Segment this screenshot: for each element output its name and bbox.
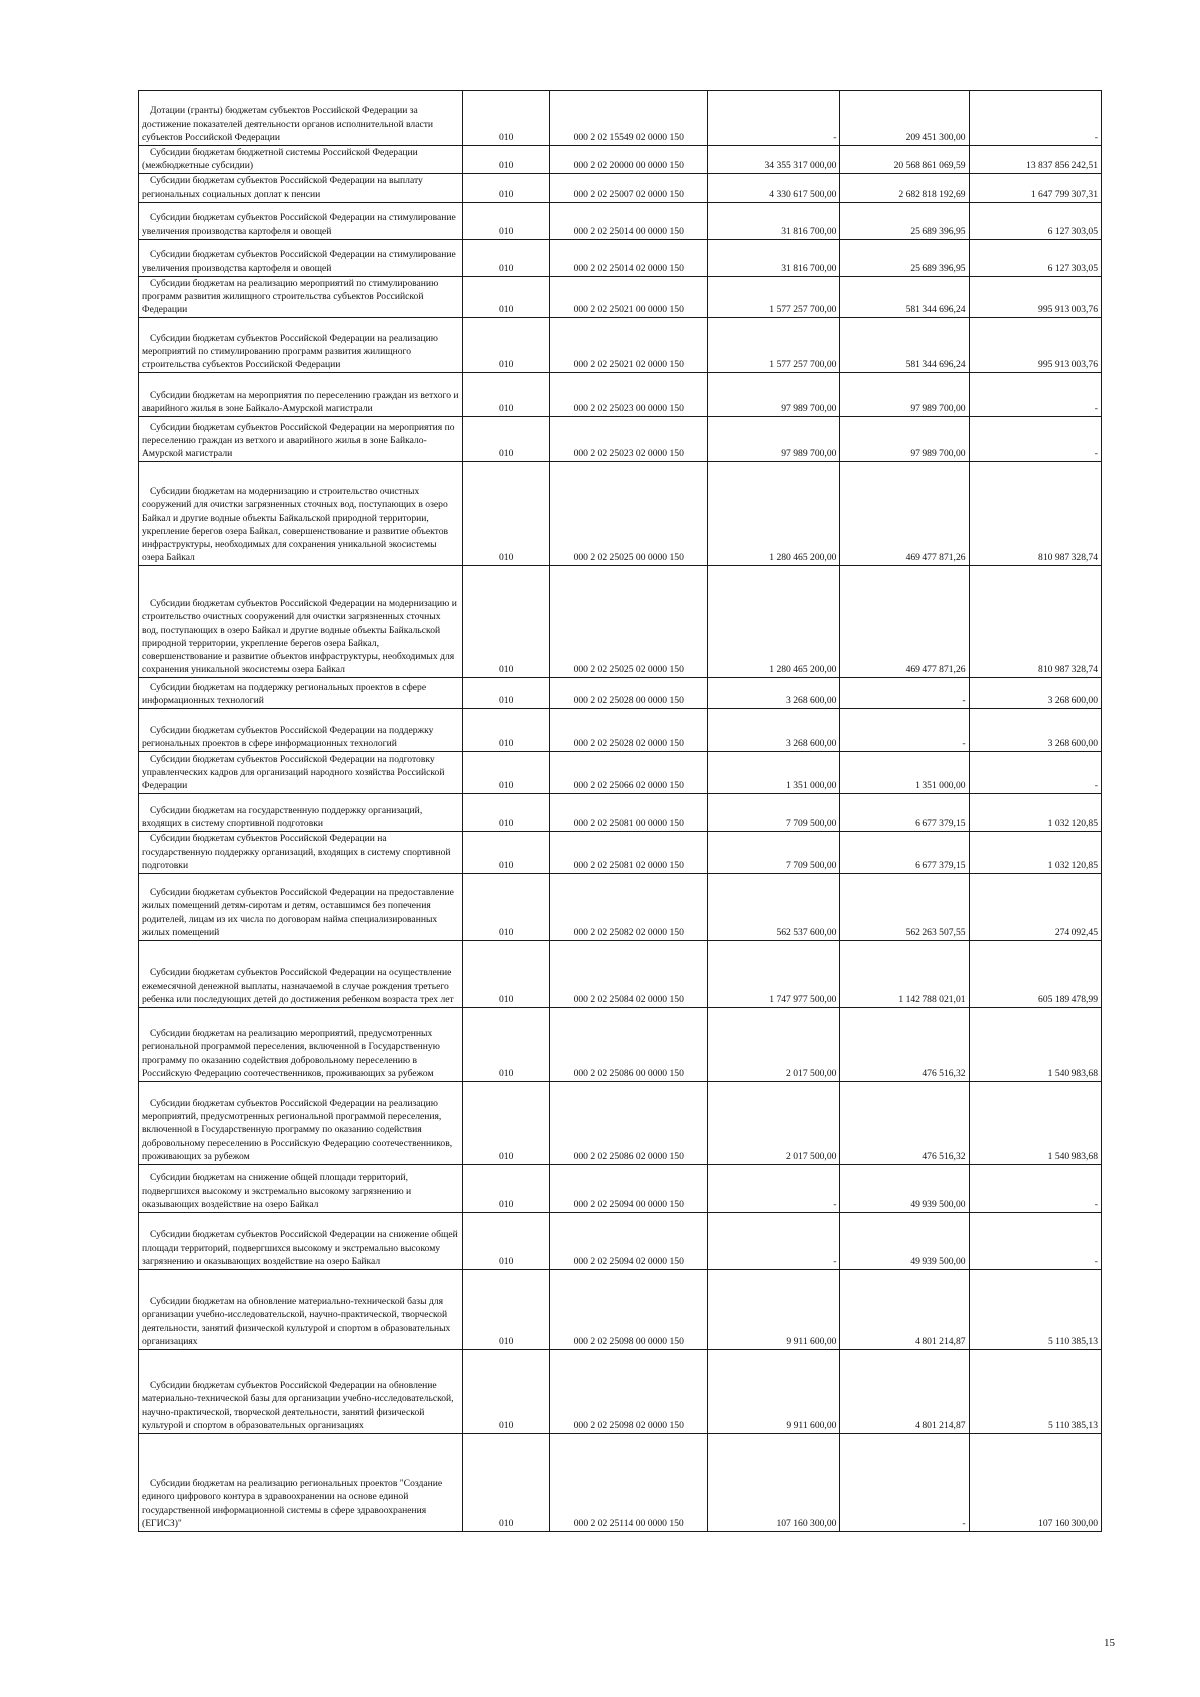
row-executed-amount: 581 344 696,24 bbox=[840, 318, 969, 373]
table-row bbox=[139, 1213, 1102, 1270]
row-kbk: 000 2 02 20000 00 0000 150 bbox=[550, 146, 708, 174]
row-unexecuted-amount: 1 540 983,68 bbox=[969, 1082, 1101, 1165]
table-row bbox=[139, 146, 1102, 174]
row-kbk: 000 2 02 25081 02 0000 150 bbox=[550, 832, 708, 874]
row-kbk: 000 2 02 25084 02 0000 150 bbox=[550, 941, 708, 1008]
table-row bbox=[139, 174, 1102, 202]
row-code: 010 bbox=[462, 1165, 550, 1213]
page-number: 15 bbox=[1104, 1637, 1115, 1649]
row-kbk: 000 2 02 25094 00 0000 150 bbox=[550, 1165, 708, 1213]
row-unexecuted-amount: 6 127 303,05 bbox=[969, 239, 1101, 276]
row-approved-amount: - bbox=[708, 1213, 840, 1270]
row-kbk: 000 2 02 25066 02 0000 150 bbox=[550, 752, 708, 794]
row-approved-amount: 1 577 257 700,00 bbox=[708, 276, 840, 318]
row-unexecuted-amount: 810 987 328,74 bbox=[969, 566, 1101, 678]
row-executed-amount: 4 801 214,87 bbox=[840, 1270, 969, 1350]
row-name: Субсидии бюджетам на реализацию мероприятий по стимулированию программ развития жилищного строительства субъектов Российской Федерации bbox=[139, 276, 463, 318]
table-body bbox=[139, 91, 1102, 1532]
row-unexecuted-amount: 810 987 328,74 bbox=[969, 462, 1101, 566]
row-approved-amount: - bbox=[708, 1165, 840, 1213]
table-row bbox=[139, 941, 1102, 1008]
table-row bbox=[139, 373, 1102, 417]
row-executed-amount: 6 677 379,15 bbox=[840, 794, 969, 832]
row-approved-amount: 1 351 000,00 bbox=[708, 752, 840, 794]
row-unexecuted-amount: - bbox=[969, 752, 1101, 794]
row-approved-amount: 2 017 500,00 bbox=[708, 1082, 840, 1165]
table-row bbox=[139, 709, 1102, 752]
row-code: 010 bbox=[462, 678, 550, 709]
row-approved-amount: 97 989 700,00 bbox=[708, 373, 840, 417]
row-kbk: 000 2 02 25023 00 0000 150 bbox=[550, 373, 708, 417]
table-row bbox=[139, 202, 1102, 239]
row-executed-amount: 4 801 214,87 bbox=[840, 1350, 969, 1434]
row-approved-amount: 107 160 300,00 bbox=[708, 1434, 840, 1532]
row-unexecuted-amount: 274 092,45 bbox=[969, 874, 1101, 941]
row-unexecuted-amount: 13 837 856 242,51 bbox=[969, 146, 1101, 174]
row-executed-amount: 1 142 788 021,01 bbox=[840, 941, 969, 1008]
table-row bbox=[139, 1008, 1102, 1082]
row-kbk: 000 2 02 25021 00 0000 150 bbox=[550, 276, 708, 318]
row-approved-amount: - bbox=[708, 91, 840, 146]
row-unexecuted-amount: 3 268 600,00 bbox=[969, 678, 1101, 709]
table-row bbox=[139, 832, 1102, 874]
row-name: Субсидии бюджетам бюджетной системы Российской Федерации (межбюджетные субсидии) bbox=[139, 146, 463, 174]
row-name: Субсидии бюджетам субъектов Российской Федерации на поддержку региональных проектов в сфере информационных технологий bbox=[139, 709, 463, 752]
row-approved-amount: 1 280 465 200,00 bbox=[708, 566, 840, 678]
row-name: Субсидии бюджетам на поддержку региональных проектов в сфере информационных технологий bbox=[139, 678, 463, 709]
row-kbk: 000 2 02 15549 02 0000 150 bbox=[550, 91, 708, 146]
row-approved-amount: 3 268 600,00 bbox=[708, 678, 840, 709]
row-code: 010 bbox=[462, 417, 550, 462]
row-code: 010 bbox=[462, 146, 550, 174]
row-name: Субсидии бюджетам субъектов Российской Федерации на реализацию мероприятий, предусмотренных региональной программой переселения, включенной в Государственную программу по оказанию содействия добровольному переселению в Российскую Федерацию соотечественников, проживающих за рубежом bbox=[139, 1082, 463, 1165]
row-kbk: 000 2 02 25082 02 0000 150 bbox=[550, 874, 708, 941]
table-row bbox=[139, 239, 1102, 276]
row-code: 010 bbox=[462, 1270, 550, 1350]
row-kbk: 000 2 02 25086 00 0000 150 bbox=[550, 1008, 708, 1082]
row-code: 010 bbox=[462, 239, 550, 276]
table-row bbox=[139, 91, 1102, 146]
row-unexecuted-amount: 995 913 003,76 bbox=[969, 276, 1101, 318]
table-row bbox=[139, 678, 1102, 709]
row-kbk: 000 2 02 25086 02 0000 150 bbox=[550, 1082, 708, 1165]
row-name: Субсидии бюджетам субъектов Российской Федерации на осуществление ежемесячной денежной выплаты, назначаемой в случае рождения третьего ребенка или последующих детей до достижения ребенком возраста трех лет bbox=[139, 941, 463, 1008]
row-name: Субсидии бюджетам субъектов Российской Федерации на реализацию мероприятий по стимулированию программ развития жилищного строительства субъектов Российской Федерации bbox=[139, 318, 463, 373]
row-approved-amount: 9 911 600,00 bbox=[708, 1270, 840, 1350]
row-name: Субсидии бюджетам на реализацию мероприятий, предусмотренных региональной программой переселения, включенной в Государственную программу по оказанию содействия добровольному переселению в Российскую Федерацию соотечественников, проживающих за рубежом bbox=[139, 1008, 463, 1082]
row-approved-amount: 2 017 500,00 bbox=[708, 1008, 840, 1082]
table-row bbox=[139, 276, 1102, 318]
row-executed-amount: 1 351 000,00 bbox=[840, 752, 969, 794]
row-approved-amount: 31 816 700,00 bbox=[708, 202, 840, 239]
row-unexecuted-amount: 1 032 120,85 bbox=[969, 832, 1101, 874]
row-executed-amount: 20 568 861 069,59 bbox=[840, 146, 969, 174]
row-kbk: 000 2 02 25007 02 0000 150 bbox=[550, 174, 708, 202]
row-executed-amount: 97 989 700,00 bbox=[840, 417, 969, 462]
row-code: 010 bbox=[462, 1082, 550, 1165]
row-code: 010 bbox=[462, 1008, 550, 1082]
row-name: Субсидии бюджетам на государственную поддержку организаций, входящих в систему спортивной подготовки bbox=[139, 794, 463, 832]
row-kbk: 000 2 02 25081 00 0000 150 bbox=[550, 794, 708, 832]
row-approved-amount: 7 709 500,00 bbox=[708, 794, 840, 832]
table-row bbox=[139, 752, 1102, 794]
row-name: Субсидии бюджетам субъектов Российской Федерации на выплату региональных социальных доплат к пенсии bbox=[139, 174, 463, 202]
row-code: 010 bbox=[462, 752, 550, 794]
row-executed-amount: 25 689 396,95 bbox=[840, 239, 969, 276]
row-code: 010 bbox=[462, 174, 550, 202]
row-unexecuted-amount: - bbox=[969, 417, 1101, 462]
table-row bbox=[139, 874, 1102, 941]
row-executed-amount: 49 939 500,00 bbox=[840, 1213, 969, 1270]
row-kbk: 000 2 02 25114 00 0000 150 bbox=[550, 1434, 708, 1532]
row-code: 010 bbox=[462, 91, 550, 146]
row-kbk: 000 2 02 25094 02 0000 150 bbox=[550, 1213, 708, 1270]
row-executed-amount: 476 516,32 bbox=[840, 1008, 969, 1082]
row-unexecuted-amount: - bbox=[969, 91, 1101, 146]
row-approved-amount: 9 911 600,00 bbox=[708, 1350, 840, 1434]
row-kbk: 000 2 02 25028 02 0000 150 bbox=[550, 709, 708, 752]
row-unexecuted-amount: 6 127 303,05 bbox=[969, 202, 1101, 239]
row-approved-amount: 1 577 257 700,00 bbox=[708, 318, 840, 373]
row-kbk: 000 2 02 25021 02 0000 150 bbox=[550, 318, 708, 373]
row-kbk: 000 2 02 25098 00 0000 150 bbox=[550, 1270, 708, 1350]
table-row bbox=[139, 462, 1102, 566]
row-code: 010 bbox=[462, 1213, 550, 1270]
row-executed-amount: 469 477 871,26 bbox=[840, 462, 969, 566]
row-code: 010 bbox=[462, 566, 550, 678]
row-unexecuted-amount: 1 032 120,85 bbox=[969, 794, 1101, 832]
row-approved-amount: 7 709 500,00 bbox=[708, 832, 840, 874]
table-row bbox=[139, 318, 1102, 373]
row-kbk: 000 2 02 25025 00 0000 150 bbox=[550, 462, 708, 566]
row-executed-amount: - bbox=[840, 1434, 969, 1532]
row-name: Субсидии бюджетам субъектов Российской Федерации на мероприятия по переселению граждан из ветхого и аварийного жилья в зоне Байкало-Амурской магистрали bbox=[139, 417, 463, 462]
row-kbk: 000 2 02 25023 02 0000 150 bbox=[550, 417, 708, 462]
row-name: Субсидии бюджетам субъектов Российской Федерации на подготовку управленческих кадров для организаций народного хозяйства Российской Федерации bbox=[139, 752, 463, 794]
row-kbk: 000 2 02 25098 02 0000 150 bbox=[550, 1350, 708, 1434]
row-code: 010 bbox=[462, 202, 550, 239]
row-approved-amount: 1 280 465 200,00 bbox=[708, 462, 840, 566]
row-kbk: 000 2 02 25014 00 0000 150 bbox=[550, 202, 708, 239]
row-unexecuted-amount: 1 540 983,68 bbox=[969, 1008, 1101, 1082]
row-unexecuted-amount: 3 268 600,00 bbox=[969, 709, 1101, 752]
row-executed-amount: 2 682 818 192,69 bbox=[840, 174, 969, 202]
row-approved-amount: 97 989 700,00 bbox=[708, 417, 840, 462]
row-unexecuted-amount: 5 110 385,13 bbox=[969, 1270, 1101, 1350]
row-executed-amount: 49 939 500,00 bbox=[840, 1165, 969, 1213]
row-kbk: 000 2 02 25025 02 0000 150 bbox=[550, 566, 708, 678]
row-executed-amount: 562 263 507,55 bbox=[840, 874, 969, 941]
table-row bbox=[139, 417, 1102, 462]
row-name: Субсидии бюджетам субъектов Российской Федерации на стимулирование увеличения производства картофеля и овощей bbox=[139, 239, 463, 276]
row-unexecuted-amount: - bbox=[969, 1165, 1101, 1213]
row-name: Субсидии бюджетам субъектов Российской Федерации на предоставление жилых помещений детям-сиротам и детям, оставшимся без попечения родителей, лицам из их числа по договорам найма специализированных жилых помещений bbox=[139, 874, 463, 941]
row-executed-amount: 476 516,32 bbox=[840, 1082, 969, 1165]
row-name: Субсидии бюджетам субъектов Российской Федерации на модернизацию и строительство очистных сооружений для очистки загрязненных сточных вод, поступающих в озеро Байкал и другие водные объекты Байкальской природной территории, укрепление берегов озера Байкал, совершенствование и развитие объектов инфраструктуры, необходимых для сохранения уникальной экосистемы озера Байкал bbox=[139, 566, 463, 678]
row-code: 010 bbox=[462, 1434, 550, 1532]
row-unexecuted-amount: 5 110 385,13 bbox=[969, 1350, 1101, 1434]
row-approved-amount: 562 537 600,00 bbox=[708, 874, 840, 941]
row-code: 010 bbox=[462, 832, 550, 874]
row-name: Субсидии бюджетам на мероприятия по переселению граждан из ветхого и аварийного жилья в зоне Байкало-Амурской магистрали bbox=[139, 373, 463, 417]
row-approved-amount: 3 268 600,00 bbox=[708, 709, 840, 752]
row-code: 010 bbox=[462, 794, 550, 832]
row-unexecuted-amount: 107 160 300,00 bbox=[969, 1434, 1101, 1532]
row-kbk: 000 2 02 25028 00 0000 150 bbox=[550, 678, 708, 709]
row-approved-amount: 1 747 977 500,00 bbox=[708, 941, 840, 1008]
row-executed-amount: 6 677 379,15 bbox=[840, 832, 969, 874]
row-approved-amount: 31 816 700,00 bbox=[708, 239, 840, 276]
row-name: Субсидии бюджетам на снижение общей площади территорий, подвергшихся высокому и экстремально высокому загрязнению и оказывающих воздействие на озеро Байкал bbox=[139, 1165, 463, 1213]
row-executed-amount: 209 451 300,00 bbox=[840, 91, 969, 146]
row-name: Субсидии бюджетам на модернизацию и строительство очистных сооружений для очистки загрязненных сточных вод, поступающих в озеро Байкал и другие водные объекты Байкальской природной территории, укрепление берегов озера Байкал, совершенствование и развитие объектов инфраструктуры, необходимых для сохранения уникальной экосистемы озера Байкал bbox=[139, 462, 463, 566]
row-name: Субсидии бюджетам на реализацию региональных проектов "Создание единого цифрового контура в здравоохранении на основе единой государственной информационной системы в сфере здравоохранения (ЕГИСЗ)" bbox=[139, 1434, 463, 1532]
table-row bbox=[139, 1082, 1102, 1165]
row-approved-amount: 4 330 617 500,00 bbox=[708, 174, 840, 202]
row-code: 010 bbox=[462, 462, 550, 566]
table-row bbox=[139, 1350, 1102, 1434]
table-row bbox=[139, 1270, 1102, 1350]
row-unexecuted-amount: 605 189 478,99 bbox=[969, 941, 1101, 1008]
row-code: 010 bbox=[462, 874, 550, 941]
row-executed-amount: 25 689 396,95 bbox=[840, 202, 969, 239]
row-executed-amount: - bbox=[840, 709, 969, 752]
row-code: 010 bbox=[462, 1350, 550, 1434]
row-unexecuted-amount: - bbox=[969, 373, 1101, 417]
row-name: Субсидии бюджетам субъектов Российской Федерации на государственную поддержку организаций, входящих в систему спортивной подготовки bbox=[139, 832, 463, 874]
row-unexecuted-amount: 1 647 799 307,31 bbox=[969, 174, 1101, 202]
row-executed-amount: 469 477 871,26 bbox=[840, 566, 969, 678]
row-executed-amount: 581 344 696,24 bbox=[840, 276, 969, 318]
row-name: Субсидии бюджетам субъектов Российской Федерации на снижение общей площади территорий, подвергшихся высокому и экстремально высокому загрязнению и оказывающих воздействие на озеро Байкал bbox=[139, 1213, 463, 1270]
row-code: 010 bbox=[462, 373, 550, 417]
row-approved-amount: 34 355 317 000,00 bbox=[708, 146, 840, 174]
row-kbk: 000 2 02 25014 02 0000 150 bbox=[550, 239, 708, 276]
row-unexecuted-amount: 995 913 003,76 bbox=[969, 318, 1101, 373]
row-executed-amount: - bbox=[840, 678, 969, 709]
row-name: Дотации (гранты) бюджетам субъектов Российской Федерации за достижение показателей деятельности органов исполнительной власти субъектов Российской Федерации bbox=[139, 91, 463, 146]
row-code: 010 bbox=[462, 709, 550, 752]
row-name: Субсидии бюджетам субъектов Российской Федерации на обновление материально-технической базы для организации учебно-исследовательской, научно-практической, творческой деятельности, занятий физической культурой и спортом в образовательных организациях bbox=[139, 1350, 463, 1434]
row-code: 010 bbox=[462, 318, 550, 373]
table-row bbox=[139, 1434, 1102, 1532]
row-code: 010 bbox=[462, 941, 550, 1008]
table-row bbox=[139, 566, 1102, 678]
row-name: Субсидии бюджетам субъектов Российской Федерации на стимулирование увеличения производства картофеля и овощей bbox=[139, 202, 463, 239]
budget-income-table bbox=[138, 90, 1102, 1532]
report-page bbox=[138, 90, 1102, 1532]
row-unexecuted-amount: - bbox=[969, 1213, 1101, 1270]
row-name: Субсидии бюджетам на обновление материально-технической базы для организации учебно-исследовательской, научно-практической, творческой деятельности, занятий физической культурой и спортом в образовательных организациях bbox=[139, 1270, 463, 1350]
table-row bbox=[139, 1165, 1102, 1213]
row-code: 010 bbox=[462, 276, 550, 318]
row-executed-amount: 97 989 700,00 bbox=[840, 373, 969, 417]
table-row bbox=[139, 794, 1102, 832]
